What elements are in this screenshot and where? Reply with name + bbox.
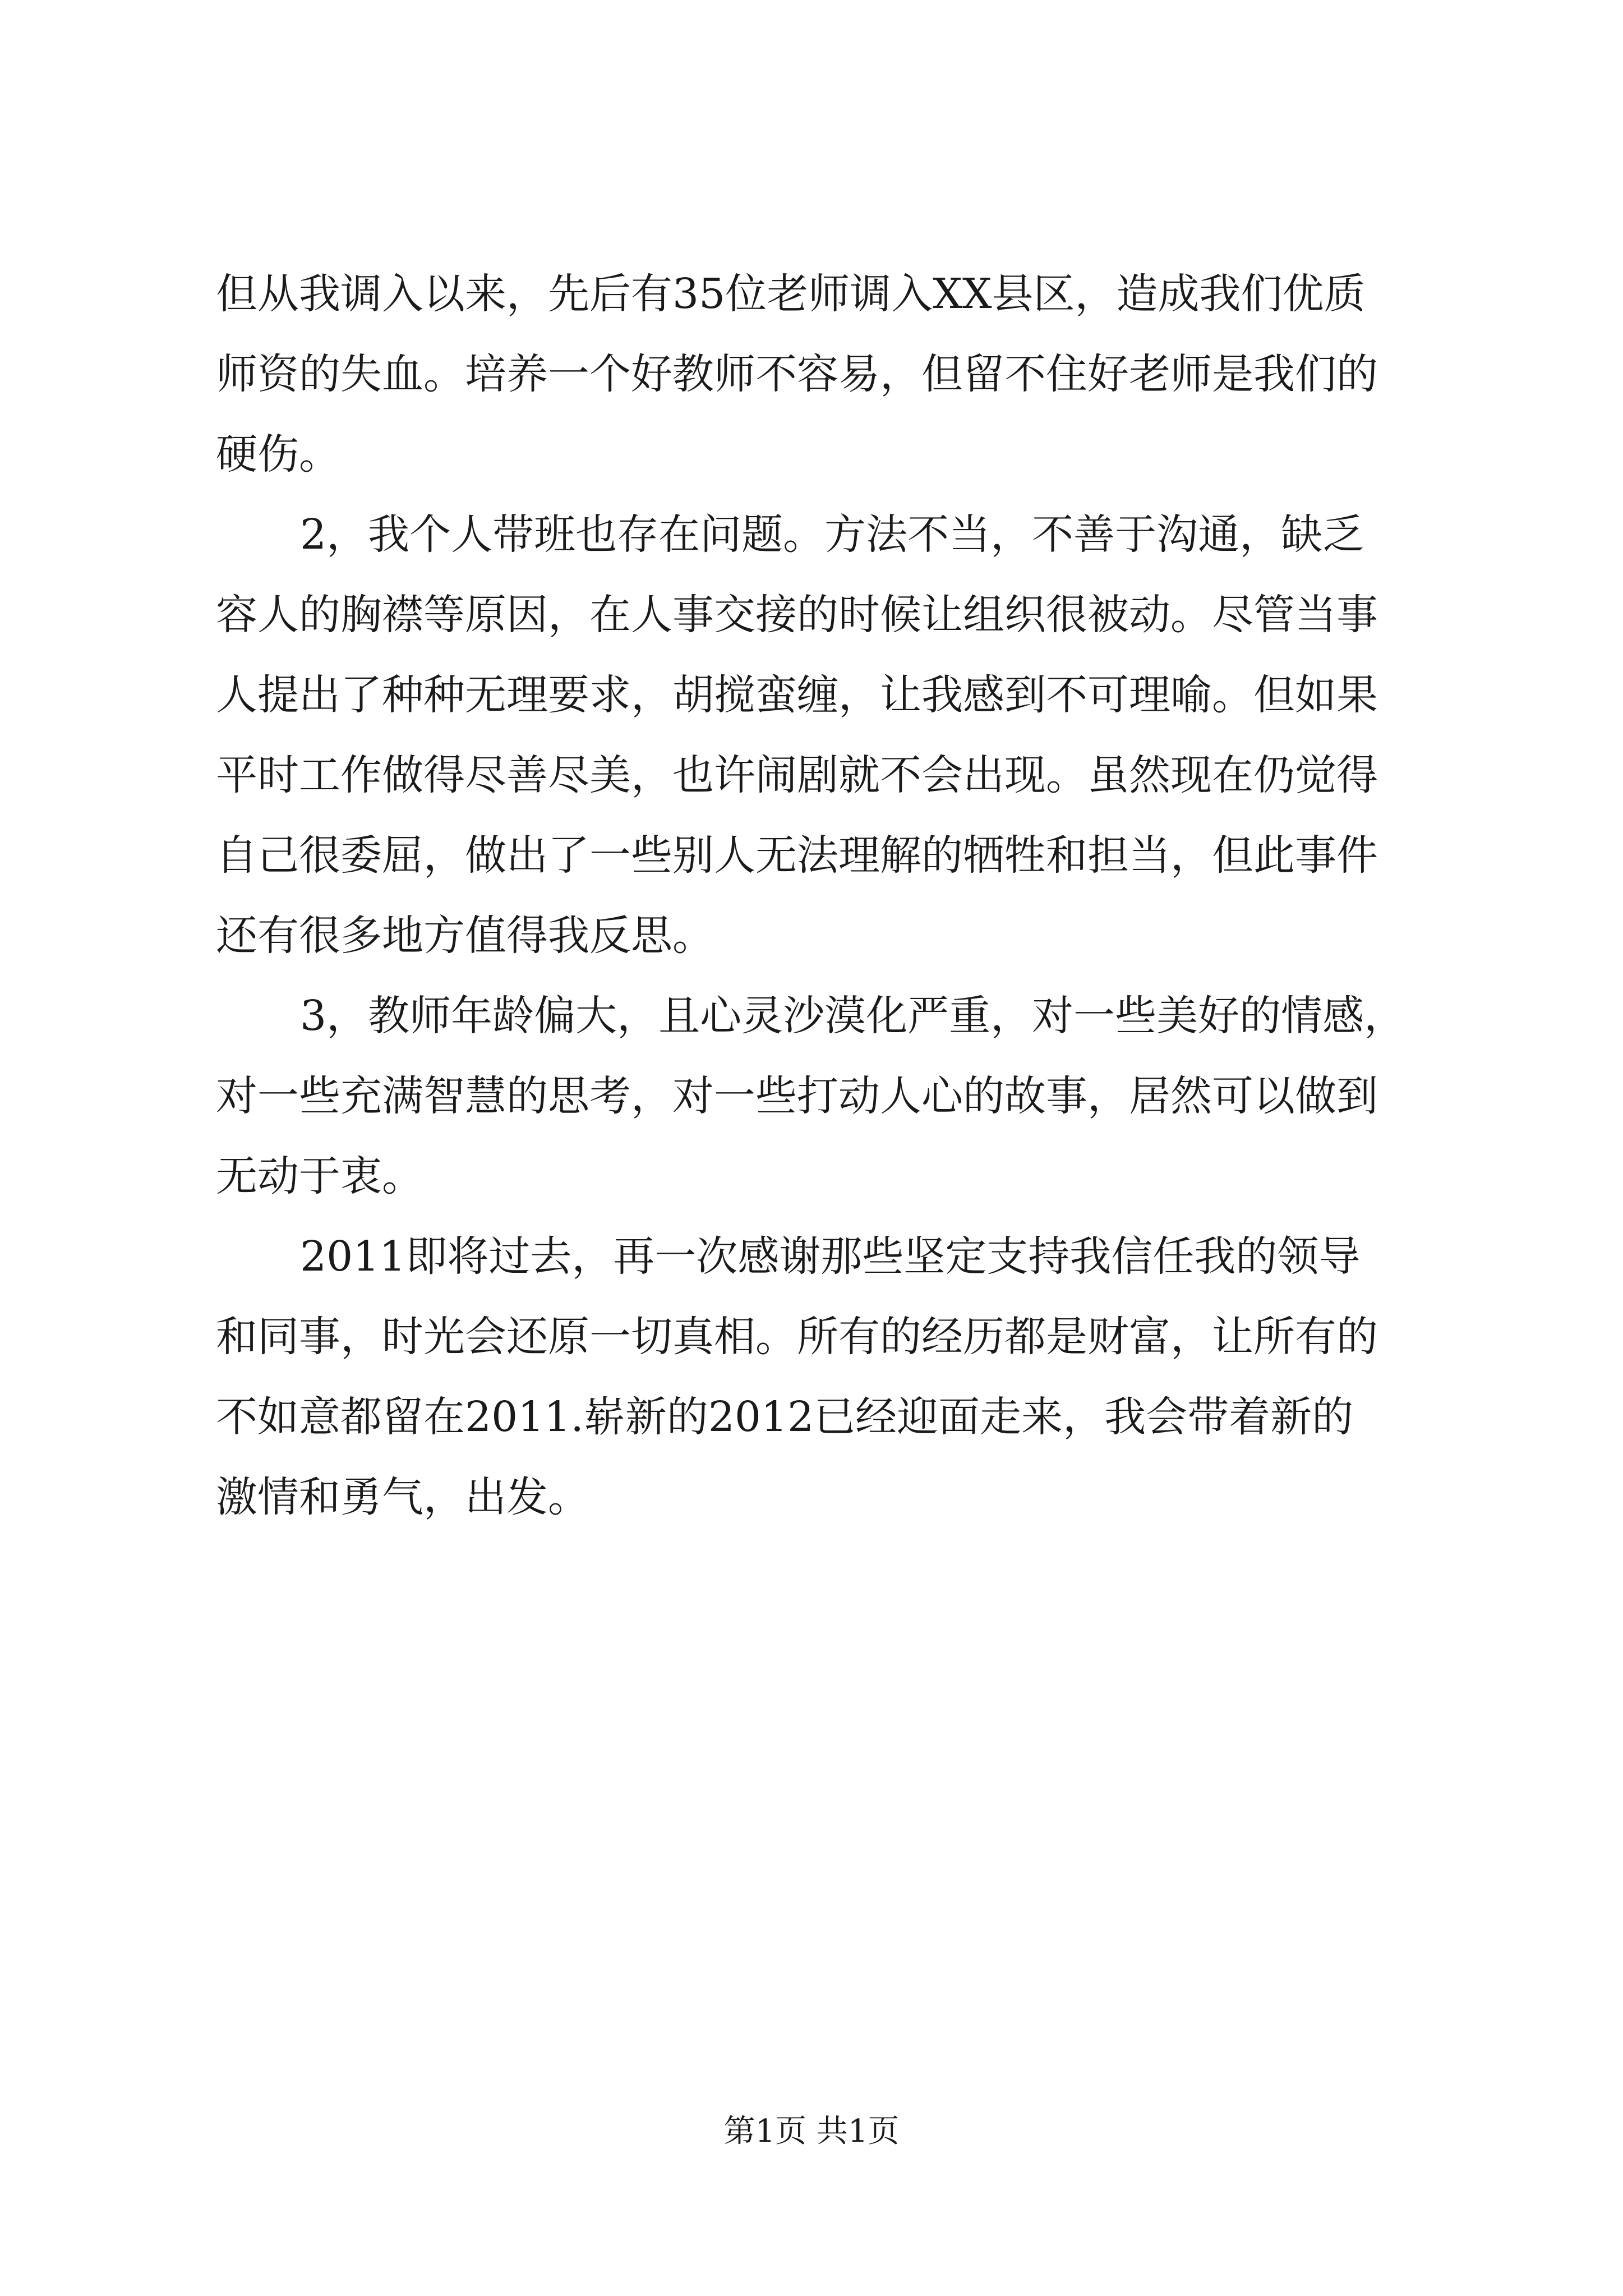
paragraph-line: 2，我个人带班也存在问题。方法不当，不善于沟通，缺乏 — [300, 510, 1364, 559]
paragraph-line: 无动于衷。 — [216, 1152, 423, 1200]
paragraph-line: 激情和勇气，出发。 — [216, 1473, 589, 1521]
paragraph-line: 对一些充满智慧的思考，对一些打动人心的故事，居然可以做到 — [216, 1072, 1378, 1120]
page-footer: 第1页 共1页 — [723, 2113, 900, 2150]
paragraph-line: 不如意都留在2011.崭新的2012已经迎面走来，我会带着新的 — [216, 1393, 1354, 1441]
paragraph-line: 平时工作做得尽善尽美，也许闹剧就不会出现。虽然现在仍觉得 — [216, 751, 1378, 799]
paragraph-line: 师资的失血。培养一个好教师不容易，但留不住好老师是我们的 — [216, 350, 1378, 398]
paragraph-line: 硬伤。 — [216, 430, 340, 478]
paragraph-line: 但从我调入以来，先后有35位老师调入XX县区，造成我们优质 — [216, 270, 1366, 318]
paragraph-line: 人提出了种种无理要求，胡搅蛮缠，让我感到不可理喻。但如果 — [216, 671, 1378, 719]
paragraph-line: 容人的胸襟等原因，在人事交接的时候让组织很被动。尽管当事 — [216, 591, 1378, 639]
paragraph-line: 3，教师年龄偏大，且心灵沙漠化严重，对一些美好的情感， — [300, 992, 1406, 1040]
paragraph-line: 2011即将过去，再一次感谢那些坚定支持我信任我的领导 — [300, 1232, 1361, 1281]
paragraph-line: 自己很委屈，做出了一些别人无法理解的牺牲和担当，但此事件 — [216, 831, 1378, 880]
paragraph-line: 还有很多地方值得我反思。 — [216, 912, 714, 960]
paragraph-line: 和同事，时光会还原一切真相。所有的经历都是财富，让所有的 — [216, 1313, 1378, 1361]
